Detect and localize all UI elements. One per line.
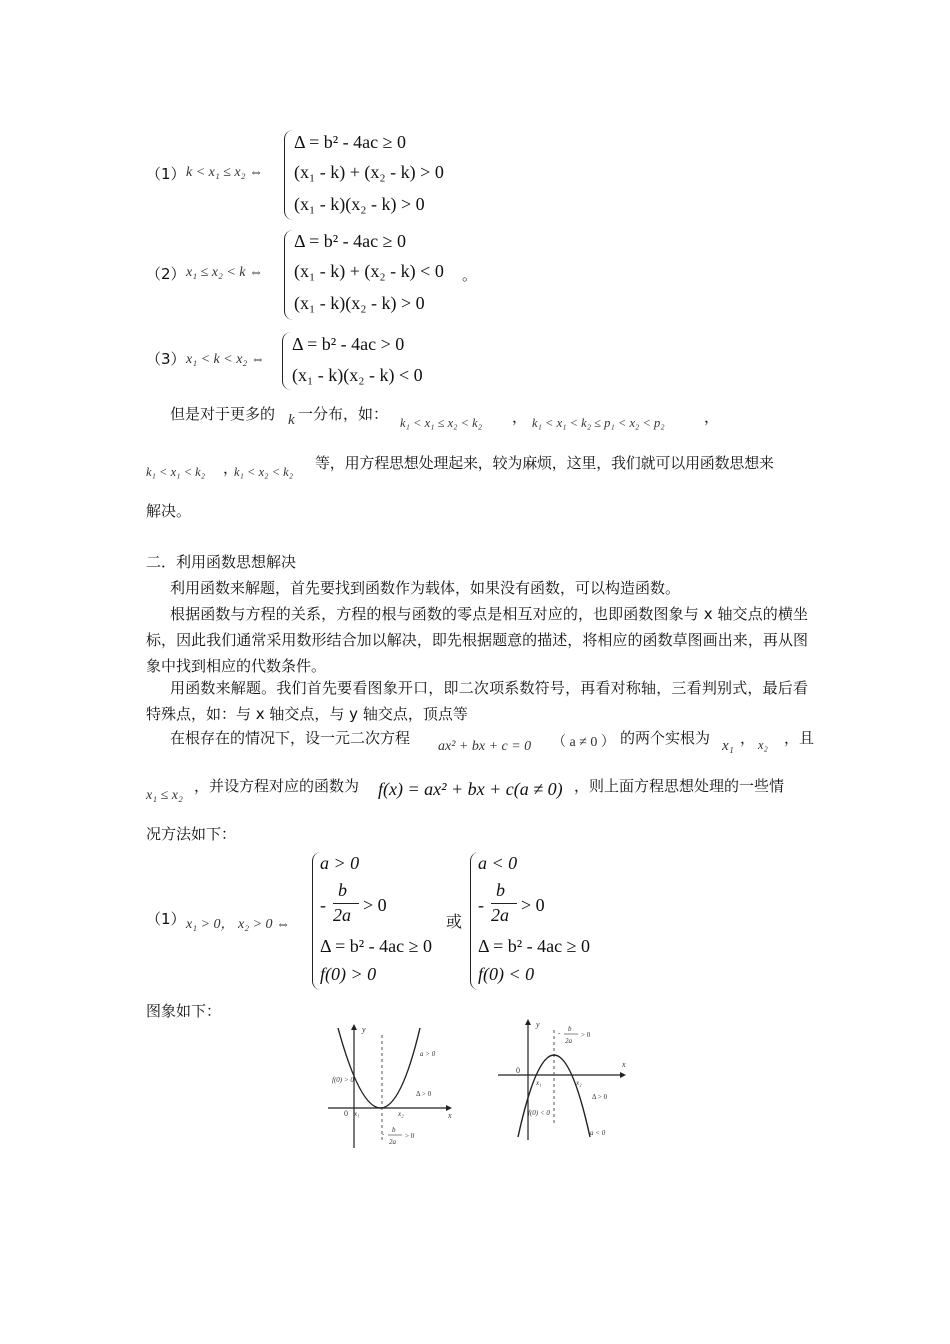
graph2-origin: 0 — [516, 1066, 520, 1075]
graph1-b: b — [392, 1126, 396, 1134]
case3-condition: x₁ < k < x₂ ⇔ — [186, 352, 265, 367]
section2-heading: 二．利用函数思想解决 — [146, 553, 297, 571]
case2-label: （2） — [146, 265, 186, 283]
graph1-minus: - — [382, 1130, 385, 1138]
case4-left-numerator: b — [338, 880, 347, 900]
para1-sep3: ， — [223, 459, 239, 477]
case1-condition: k < x₁ ≤ x₂ ⇔ — [186, 165, 264, 180]
case4-left-line4: f(0) > 0 — [320, 964, 377, 984]
para2-comma: ， — [740, 729, 756, 747]
para1-expr2: k₁ < x₁ < k₂ ≤ p₁ < x₂ < p₂ — [532, 416, 665, 430]
graph-upward-parabola — [320, 1020, 455, 1155]
case1-line3: (x₁ - k)(x₂ - k) > 0 — [294, 194, 425, 214]
para2-text3: ，且 — [784, 729, 815, 747]
para1-sep1: ， — [512, 408, 528, 426]
para2-equation: ax² + bx + c = 0 — [438, 739, 532, 754]
section2-paragraph1: 利用函数来解题，首先要找到函数作为载体，如果没有函数，可以构造函数。 — [170, 579, 681, 597]
section2-paragraph3: 用函数来解题。我们首先要看图象开口，即二次项系数符号，再看对称轴，三看判别式，最后看特殊点，如：与 x 轴交点，与 y 轴交点，顶点等 — [146, 679, 808, 723]
para2-root2: x₂ — [758, 738, 768, 752]
graph2-y-label: y — [536, 1020, 540, 1029]
case2-line3: (x₁ - k)(x₂ - k) > 0 — [294, 293, 425, 313]
case4-left-line1: a > 0 — [320, 853, 360, 873]
case4-right-gt: > 0 — [521, 895, 545, 915]
para1-k: k — [288, 412, 295, 428]
graph1-parabola — [338, 1028, 420, 1108]
case3-brace — [282, 332, 291, 390]
para2-text1: 在根存在的情况下，设一元二次方程 — [170, 729, 411, 747]
para2-text5: ，则上面方程思想处理的一些情 — [574, 777, 785, 795]
para1-sep2: ， — [704, 408, 720, 426]
case4-label: （1） — [146, 910, 186, 928]
graph1-x1: x₁ — [354, 1110, 360, 1118]
para1-text3: 等，用方程思想处理起来，较为麻烦，这里，我们就可以用函数思想来 — [315, 454, 774, 472]
graph2-b: b — [568, 1025, 572, 1033]
case3-line2: (x₁ - k)(x₂ - k) < 0 — [292, 365, 423, 385]
case2-end: 。 — [462, 266, 478, 284]
graph2-f0-label: f(0) < 0 — [528, 1109, 550, 1117]
case4-right-minus: - — [478, 895, 484, 915]
graph1-delta-label: Δ > 0 — [416, 1090, 432, 1098]
case4-or: 或 — [446, 912, 463, 931]
case2-condition: x₁ ≤ x₂ < k ⇔ — [186, 265, 264, 280]
graph1-x-label: x — [448, 1111, 452, 1120]
section2-paragraph2: 根据函数与方程的关系，方程的根与函数的零点是相互对应的，也即函数图象与 x 轴交点的横坐标，因此我们通常采用数形结合加以解决，即先根据题意的描述，将相应的函数草图画出来，再从图象中找到相应的代数条件。 — [146, 605, 808, 675]
case4-right-line4: f(0) < 0 — [478, 964, 535, 984]
graph2-2a: 2a — [565, 1037, 572, 1045]
para1-text4: 解决。 — [146, 502, 192, 520]
case4-right-numerator: b — [496, 880, 505, 900]
graph1-2a: 2a — [389, 1138, 396, 1146]
case2-line1: Δ = b² - 4ac ≥ 0 — [294, 231, 406, 251]
graph1-origin: 0 — [344, 1109, 348, 1118]
para2-order: x₁ ≤ x₂ — [146, 788, 183, 803]
case4-left-fraction-bar — [333, 903, 359, 904]
graph2-x-arrow — [620, 1072, 626, 1078]
case1-line1: Δ = b² - 4ac ≥ 0 — [294, 132, 406, 152]
case4-right-line3: Δ = b² - 4ac ≥ 0 — [478, 936, 590, 956]
graph2-x2: x₂ — [576, 1079, 582, 1087]
para2-root1: x₁ — [722, 738, 734, 754]
para1-expr4: k₁ < x₂ < k₂ — [234, 465, 294, 479]
graph1-y-label: y — [362, 1025, 366, 1034]
para2-function: f(x) = ax² + bx + c(a ≠ 0) — [378, 779, 563, 799]
case3-label: （3） — [146, 350, 186, 368]
graph-downward-parabola — [492, 1015, 632, 1145]
case4-left-gt: > 0 — [363, 895, 387, 915]
case3-line1: Δ = b² - 4ac > 0 — [292, 334, 405, 354]
graph1-x2: x₂ — [398, 1110, 404, 1118]
graph1-y-arrow — [351, 1024, 357, 1030]
para2-text6: 况方法如下： — [146, 825, 237, 843]
graph2-delta-label: Δ > 0 — [592, 1093, 608, 1101]
para2-condition: （ a ≠ 0 ） — [552, 735, 615, 750]
graph2-y-arrow — [525, 1019, 531, 1025]
case4-right-denominator: 2a — [491, 905, 509, 925]
para1-text2: 一分布，如： — [298, 405, 389, 423]
case4-right-line1: a < 0 — [478, 853, 518, 873]
case4-left-minus: - — [320, 895, 326, 915]
graph2-minus: - — [558, 1029, 561, 1037]
graph2-gt: > 0 — [581, 1031, 591, 1039]
case1-label: （1） — [146, 165, 186, 183]
figure-caption: 图象如下： — [146, 1002, 222, 1020]
graph2-x1: x₁ — [536, 1079, 542, 1087]
para1-expr1: k₁ < x₁ ≤ x₂ < k₂ — [400, 416, 483, 430]
case4-left-line3: Δ = b² - 4ac ≥ 0 — [320, 936, 432, 956]
para1-expr3: k₁ < x₁ < k₂ — [146, 465, 206, 479]
graph2-x-label: x — [622, 1060, 626, 1069]
graph1-gt: > 0 — [405, 1132, 415, 1140]
case1-brace — [284, 130, 293, 220]
case4-left-denominator: 2a — [333, 905, 351, 925]
case2-line2: (x₁ - k) + (x₂ - k) < 0 — [294, 261, 444, 281]
graph1-f0-label: f(0) > 0 — [332, 1076, 354, 1084]
graph2-a-label: a < 0 — [590, 1129, 606, 1137]
case4-right-fraction-bar — [491, 903, 517, 904]
para2-text2: 的两个实根为 — [620, 729, 711, 747]
graph1-a-label: a > 0 — [420, 1050, 436, 1058]
case1-line2: (x₁ - k) + (x₂ - k) > 0 — [294, 162, 444, 182]
para1-text1: 但是对于更多的 — [170, 405, 276, 423]
para2-text4: ，并设方程对应的函数为 — [194, 777, 360, 795]
case4-condition: x₁ > 0， x₂ > 0 ⇔ — [186, 917, 291, 932]
case2-brace — [284, 230, 293, 320]
